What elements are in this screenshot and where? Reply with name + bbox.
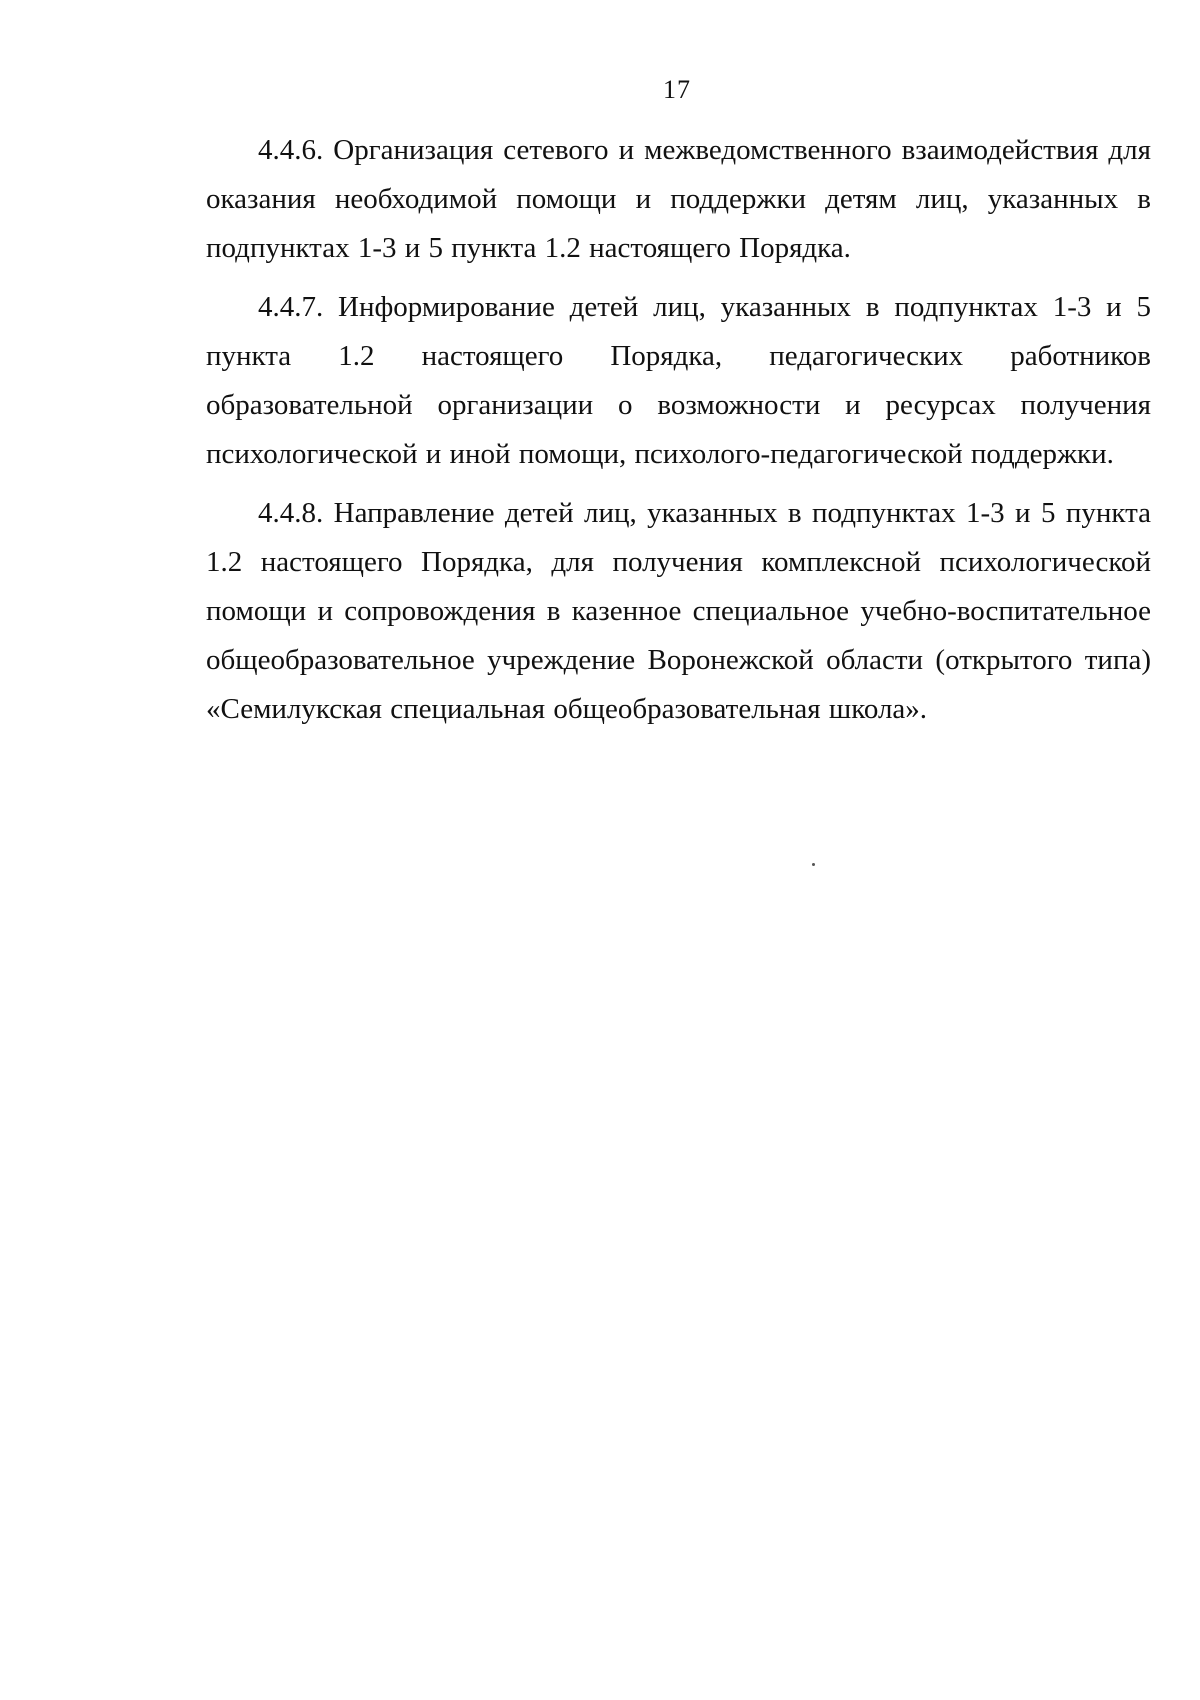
- page-number: 17: [663, 75, 691, 104]
- scan-speck: [812, 863, 815, 866]
- paragraph-4-4-8: 4.4.8. Направление детей лиц, указанных в подпунктах 1-3 и 5 пункта 1.2 настоящего Порядка, для получения комплексной психологической помощи и сопровождения в казенное специальное учебно-воспитательное общеобразовательное учреждение Воронежской области (открытого типа) «Семилукская специальная общеобразовательная школа».: [206, 497, 1151, 725]
- paragraph-4-4-6: 4.4.6. Организация сетевого и межведомственного взаимодействия для оказания необходимой помощи и поддержки детям лиц, указанных в подпунктах 1-3 и 5 пункта 1.2 настоящего Порядка.: [206, 134, 1151, 264]
- paragraph-4-4-7: 4.4.7. Информирование детей лиц, указанных в подпунктах 1-3 и 5 пункта 1.2 настоящего Порядка, педагогических работников образовательной организации о возможности и ресурсах получения психологической и иной помощи, психолого-педагогической поддержки.: [206, 291, 1151, 470]
- document-body: [206, 126, 1151, 744]
